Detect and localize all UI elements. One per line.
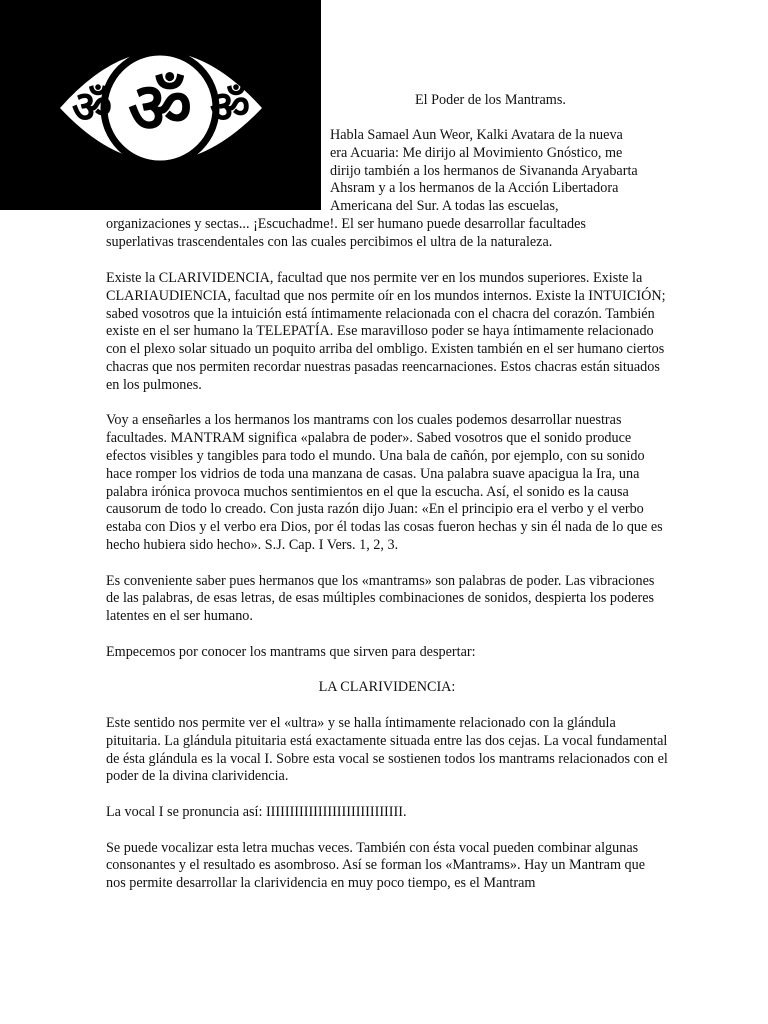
intro-line: Americana del Sur. A todas las escuelas, (330, 198, 559, 215)
paragraph-vibrations: Es conveniente saber pues hermanos que los «mantrams» son palabras de poder. Las vibraciones de las palabras, de esas letras, de esas múltiples combinaciones de sonidos, despierta los poderes latentes en el ser humano. (106, 572, 655, 625)
om-center-glyph: ॐ (128, 67, 192, 149)
document-body (106, 270, 668, 911)
section-heading-clarividencia: LA CLARIVIDENCIA: (318, 679, 456, 696)
intro-line: organizaciones y sectas... ¡Escuchadme!. El ser humano puede desarrollar facultades (106, 216, 586, 232)
intro-line: dirijo también a los hermanos de Sivananda Aryabarta (330, 162, 638, 179)
document-title: El Poder de los Mantrams. (415, 92, 566, 108)
intro-line: Habla Samael Aun Weor, Kalki Avatara de la nueva (330, 127, 623, 143)
intro-right-block (330, 127, 680, 216)
paragraph-start: Empecemos por conocer los mantrams que sirven para despertar: (106, 643, 476, 660)
intro-line: superlativas trascendentales con las cuales percibimos el ultra de la naturaleza. (106, 233, 553, 250)
paragraph-senses: Existe la CLARIVIDENCIA, facultad que nos permite ver en los mundos superiores. Existe la CLARIAUDIENCIA, facultad que nos permite oír en los mundos internos. Existe la INTUICIÓN; sabed vosotros que la intuición está íntimamente relacionada con el chacra del corazón. También existe en el ser humano la TELEPATÍA. Ese maravilloso poder se haya íntimamente relacionado con el plexo solar situado un poquito arriba del ombligo. Existen también en el ser humano ciertos chacras que nos permiten recordar nuestras pasadas reencarnaciones. Estos chacras están situados en los pulmones. (106, 270, 666, 393)
intro-bottom-block (106, 216, 666, 252)
intro-line: era Acuaria: Me dirijo al Movimiento Gnóstico, me (330, 144, 623, 161)
om-left-glyph: ॐ (71, 82, 113, 133)
om-eye-emblem (0, 0, 321, 210)
intro-line: Ahsram y a los hermanos de la Acción Libertadora (330, 180, 619, 197)
om-eye-logo (0, 0, 321, 210)
paragraph-vocalizar: Se puede vocalizar esta letra muchas veces. También con ésta vocal pueden combinar algunas consonantes y el resultado es asombroso. Así se forman los «Mantrams». Hay un Mantram que nos permite desarrollar la clarividencia en muy poco tiempo, es el Mantram (106, 839, 646, 892)
om-right-glyph: ॐ (209, 82, 251, 133)
paragraph-mantrams: Voy a enseñarles a los hermanos los mantrams con los cuales podemos desarrollar nuestras facultades. MANTRAM significa «palabra de poder». Sabed vosotros que el sonido produce efectos visibles y tangibles para todo el mundo. Una bala de cañón, por ejemplo, con su sonido hace romper los vidrios de toda una manzana de casas. Una palabra suave apacigua la Ira, una palabra irónica provoca muchos sentimientos en el que la escucha. Así, el sonido es la causa causorum de todo lo creado. Con justa razón dijo Juan: «En el principio era el verbo y el verbo estaba con Dios y el verbo era Dios, por él todas las cosas fueron hechas y sin él nada de lo que es hecho hubiera sido hecho». S.J. Cap. I Vers. 1, 2, 3. (106, 412, 663, 553)
paragraph-pituitaria: Este sentido nos permite ver el «ultra» y se halla íntimamente relacionado con la glándula pituitaria. La glándula pituitaria está exactamente situada entre las dos cejas. La vocal fundamental de ésta glándula es la vocal I. Sobre esta vocal se sostienen todos los mantrams relacionados con el poder de la divina clarividencia. (106, 714, 668, 785)
paragraph-vocal-i: La vocal I se pronuncia así: IIIIIIIIIIIIIIIIIIIIIIIIIIIII. (106, 803, 407, 820)
